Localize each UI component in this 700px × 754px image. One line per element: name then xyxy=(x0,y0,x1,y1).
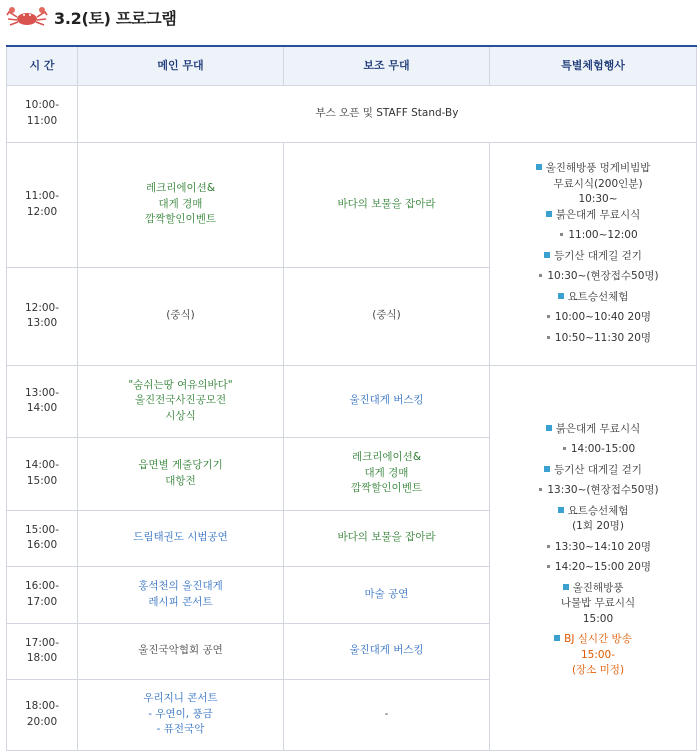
sub-stage-cell: 바다의 보물을 잡아라 xyxy=(284,142,490,267)
square-bullet-icon xyxy=(544,466,550,472)
main-stage-cell: 울진국악협회 공연 xyxy=(78,623,284,679)
time-cell: 16:00- 17:00 xyxy=(7,566,78,623)
list-item-detail: 10:30~(현장접수50명) xyxy=(494,269,692,285)
list-item-detail: 15:00- xyxy=(580,648,616,661)
square-bullet-icon xyxy=(544,252,550,258)
list-item-detail: 15:00 xyxy=(582,612,614,625)
dot-bullet-icon xyxy=(560,233,563,236)
main-stage-cell: 레크리에이션& 대게 경매 깜짝할인이벤트 xyxy=(78,142,284,267)
list-item: 울진해방풍 xyxy=(494,581,692,597)
main-stage-cell: 읍면별 게줄당기기 대항전 xyxy=(78,437,284,510)
square-bullet-icon xyxy=(546,425,552,431)
dot-bullet-icon xyxy=(563,447,566,450)
table-row xyxy=(7,142,697,267)
list-item-detail: 13:30~(현장접수50명) xyxy=(494,483,692,499)
list-item-detail: 14:20~15:00 20명 xyxy=(494,560,692,576)
list-item-detail: 10:00~10:40 20명 xyxy=(494,310,692,326)
square-bullet-icon xyxy=(554,635,560,641)
header-sub-stage: 보조 무대 xyxy=(284,46,490,85)
dot-bullet-icon xyxy=(547,315,550,318)
dot-bullet-icon xyxy=(547,336,550,339)
dot-bullet-icon xyxy=(547,565,550,568)
page-title: 3.2(토) 프로그램 xyxy=(54,8,177,28)
program-schedule-table xyxy=(6,45,697,751)
main-stage-cell: 드림태권도 시범공연 xyxy=(78,510,284,566)
header-special-event: 특별체험행사 xyxy=(490,46,697,85)
time-cell: 12:00- 13:00 xyxy=(7,267,78,365)
list-item: 등기산 대게길 걷기 xyxy=(494,249,692,265)
list-item-detail: 10:50~11:30 20명 xyxy=(494,331,692,347)
time-cell: 13:00- 14:00 xyxy=(7,365,78,437)
sub-stage-cell: - xyxy=(284,679,490,750)
list-item-detail: 무료시식(200인분) xyxy=(553,177,643,190)
crab-icon xyxy=(6,6,48,28)
time-cell: 17:00- 18:00 xyxy=(7,623,78,679)
dot-bullet-icon xyxy=(547,545,550,548)
table-row xyxy=(7,85,697,142)
square-bullet-icon xyxy=(558,293,564,299)
list-item: 요트승선체험 xyxy=(494,290,692,306)
main-stage-cell: "숨쉬는땅 여유의바다" 울진전국사진공모전 시상식 xyxy=(78,365,284,437)
list-item-detail: 13:30~14:10 20명 xyxy=(494,540,692,556)
list-item-detail: (장소 미정) xyxy=(571,664,625,676)
list-item-live-broadcast: BJ 실시간 방송 xyxy=(494,632,692,648)
square-bullet-icon xyxy=(558,507,564,513)
header-main-stage: 메인 무대 xyxy=(78,46,284,85)
sub-stage-cell: 울진대게 버스킹 xyxy=(284,623,490,679)
square-bullet-icon xyxy=(546,211,552,217)
list-item-detail: (1회 20명) xyxy=(572,520,624,532)
list-item: 붉은대게 무료시식 xyxy=(494,422,692,438)
sub-stage-cell: 바다의 보물을 잡아라 xyxy=(284,510,490,566)
time-cell: 10:00- 11:00 xyxy=(7,85,78,142)
main-stage-cell: 우리지니 콘서트 - 우연이, 풍금 - 퓨전국악 xyxy=(78,679,284,750)
merged-cell: 부스 오픈 및 STAFF Stand-By xyxy=(78,85,697,142)
sub-stage-cell: 마술 공연 xyxy=(284,566,490,623)
square-bullet-icon xyxy=(536,164,542,170)
header-time: 시 간 xyxy=(7,46,78,85)
section-heading xyxy=(6,4,177,30)
time-cell: 14:00- 15:00 xyxy=(7,437,78,510)
sub-stage-cell: 레크리에이션& 대게 경매 깜짝할인이벤트 xyxy=(284,437,490,510)
sub-stage-cell: (중식) xyxy=(284,267,490,365)
time-cell: 15:00- 16:00 xyxy=(7,510,78,566)
list-item: 요트승선체험 xyxy=(494,504,692,520)
list-item: 등기산 대게길 걷기 xyxy=(494,463,692,479)
main-stage-cell: 홍석천의 울진대게 레시피 콘서트 xyxy=(78,566,284,623)
list-item-detail: 14:00-15:00 xyxy=(494,442,692,458)
list-item-detail: 나물밥 무료시식 xyxy=(560,597,636,609)
list-item: 붉은대게 무료시식 xyxy=(494,208,692,224)
list-item-detail: 11:00~12:00 xyxy=(494,228,692,244)
dot-bullet-icon xyxy=(539,274,542,277)
special-event-cell-afternoon xyxy=(490,365,697,750)
table-row xyxy=(7,365,697,437)
dot-bullet-icon xyxy=(539,488,542,491)
main-stage-cell: (중식) xyxy=(78,267,284,365)
square-bullet-icon xyxy=(563,584,569,590)
special-event-cell-morning xyxy=(490,142,697,365)
time-cell: 18:00- 20:00 xyxy=(7,679,78,750)
table-header-row xyxy=(7,46,697,85)
time-cell: 11:00- 12:00 xyxy=(7,142,78,267)
list-item-detail: 10:30~ xyxy=(578,193,618,205)
sub-stage-cell: 울진대게 버스킹 xyxy=(284,365,490,437)
list-item: 울진해방풍 멍게비빔밥 xyxy=(494,161,692,177)
